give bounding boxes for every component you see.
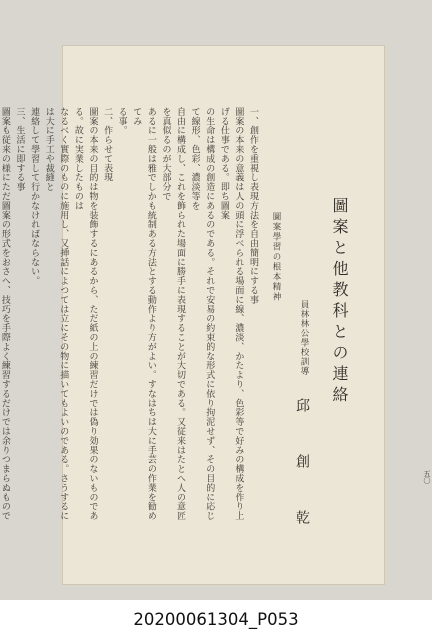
body-paragraph: る事。 (116, 107, 127, 136)
page-number: 五〇 (423, 470, 431, 484)
section-subheading: 圖案學習の根本精神 (271, 212, 281, 302)
body-paragraph: 一、創作を重視し表現方法を自由簡明にする事 (248, 107, 258, 305)
image-caption: 20200061304_P053 (133, 610, 299, 629)
body-paragraph: 圖案の本来の目的は物を装飾するにあるから、ただ紙の上の練習だけでは偽り効果のないものである。故に実業したものは (72, 107, 98, 521)
article-body (0, 107, 260, 527)
body-paragraph: 連絡して學習して行かなければならない。 (29, 107, 40, 286)
body-paragraph: 圖案の本来の意義は人の頭に浮べられる場面に線、濃淡、かたより、色彩等で好みの構成を作り上げる仕事である。即ち圖案 (218, 107, 244, 521)
author-affiliation: 員林林公學校訓導 (299, 300, 309, 376)
document-page (0, 45, 431, 585)
body-paragraph: なるべく實際のものに施用し、又挿話によつては立にその物に描いてもよいのである。さうするには大に手工や裁縫と (43, 107, 69, 521)
body-paragraph: 自由に構成し、これを飾られた場面に勝手に表現することが大切である。又従来はたとへ人の意匠を真似るのが大部分で (160, 107, 186, 521)
article-title: 圖案と他教科との連絡 (330, 197, 349, 407)
body-paragraph: 三、生活に即する事 (14, 107, 25, 192)
body-paragraph: 二、作らせて表現 (102, 107, 113, 183)
body-paragraph: あるに一般は雅でしかも統制ある方法とする動作より方がよい。すなはちは大に手芸の作業を勧めてみ (131, 107, 156, 521)
body-paragraph: の生命は構成の創造にあるのである。それで安易の約束的な形式に依り拘泥せず、その目的に応じて線形、色彩、濃淡等を (189, 107, 215, 521)
author-name: 邱 創 乾 (294, 398, 310, 538)
body-paragraph: 圖案も従来の様にただ圖案の形式をおさへ、技巧を手際よく練習するだけでは余りつまらぬもので (0, 107, 10, 521)
